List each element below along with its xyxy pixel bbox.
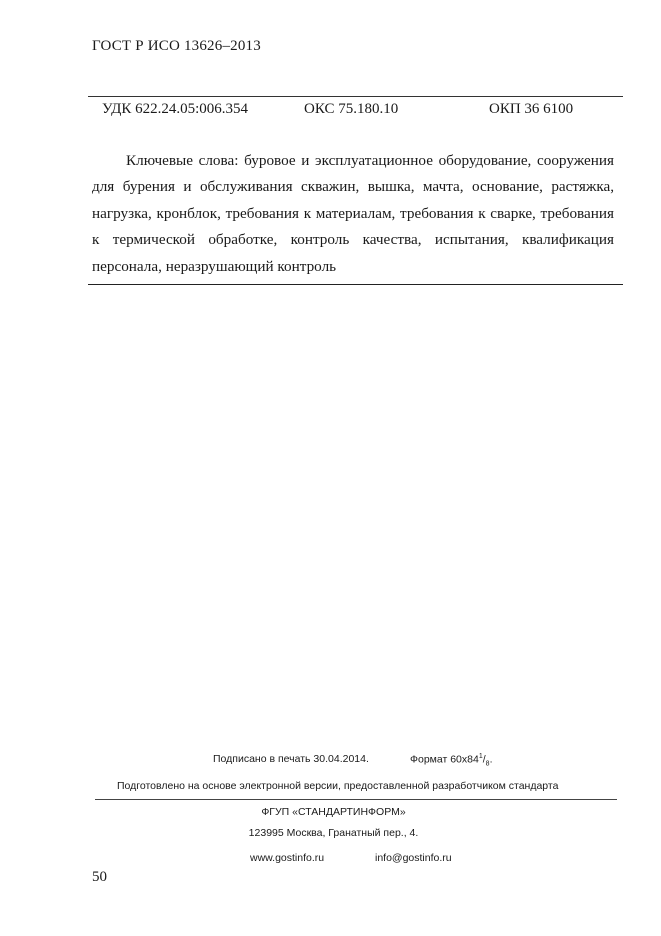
classification-top-rule	[88, 96, 623, 97]
keywords-bottom-rule	[88, 284, 623, 285]
udk-code: УДК 622.24.05:006.354	[102, 101, 249, 117]
format-numerator: 1	[478, 753, 483, 760]
publisher-name: ФГУП «СТАНДАРТИНФОРМ»	[261, 806, 406, 818]
classification-row	[102, 101, 622, 121]
signed-for-print: Подписано в печать 30.04.2014.	[213, 753, 369, 765]
okp-code: ОКП 36 6100	[489, 101, 574, 117]
prepared-note: Подготовлено на основе электронной версии, предоставленной разработчиком стандарта	[117, 780, 559, 792]
format-label: Формат 60х84	[410, 753, 479, 766]
publisher-website[interactable]: www.gostinfo.ru	[250, 852, 325, 864]
footer-rule	[95, 799, 617, 800]
oks-code: ОКС 75.180.10	[304, 101, 399, 117]
publisher-address: 123995 Москва, Гранатный пер., 4.	[248, 827, 419, 839]
publisher-email[interactable]: info@gostinfo.ru	[375, 852, 452, 864]
keywords-paragraph: Ключевые слова: буровое и эксплуатационное оборудование, сооружения для бурения и обслуживания скважин, вышка, мачта, основание, растяжка, нагрузка, кронблок, требования к материалам, требования к сварке, требования к термической обработке, контроль качества, испытания, квалификация персонала, неразрушающий контроль	[92, 152, 614, 275]
format-denominator: 8	[485, 760, 490, 768]
page-number: 50	[92, 869, 107, 885]
standard-header: ГОСТ Р ИСО 13626–2013	[92, 38, 261, 54]
print-format: Формат $60х84^1/_8$.	[410, 753, 493, 768]
